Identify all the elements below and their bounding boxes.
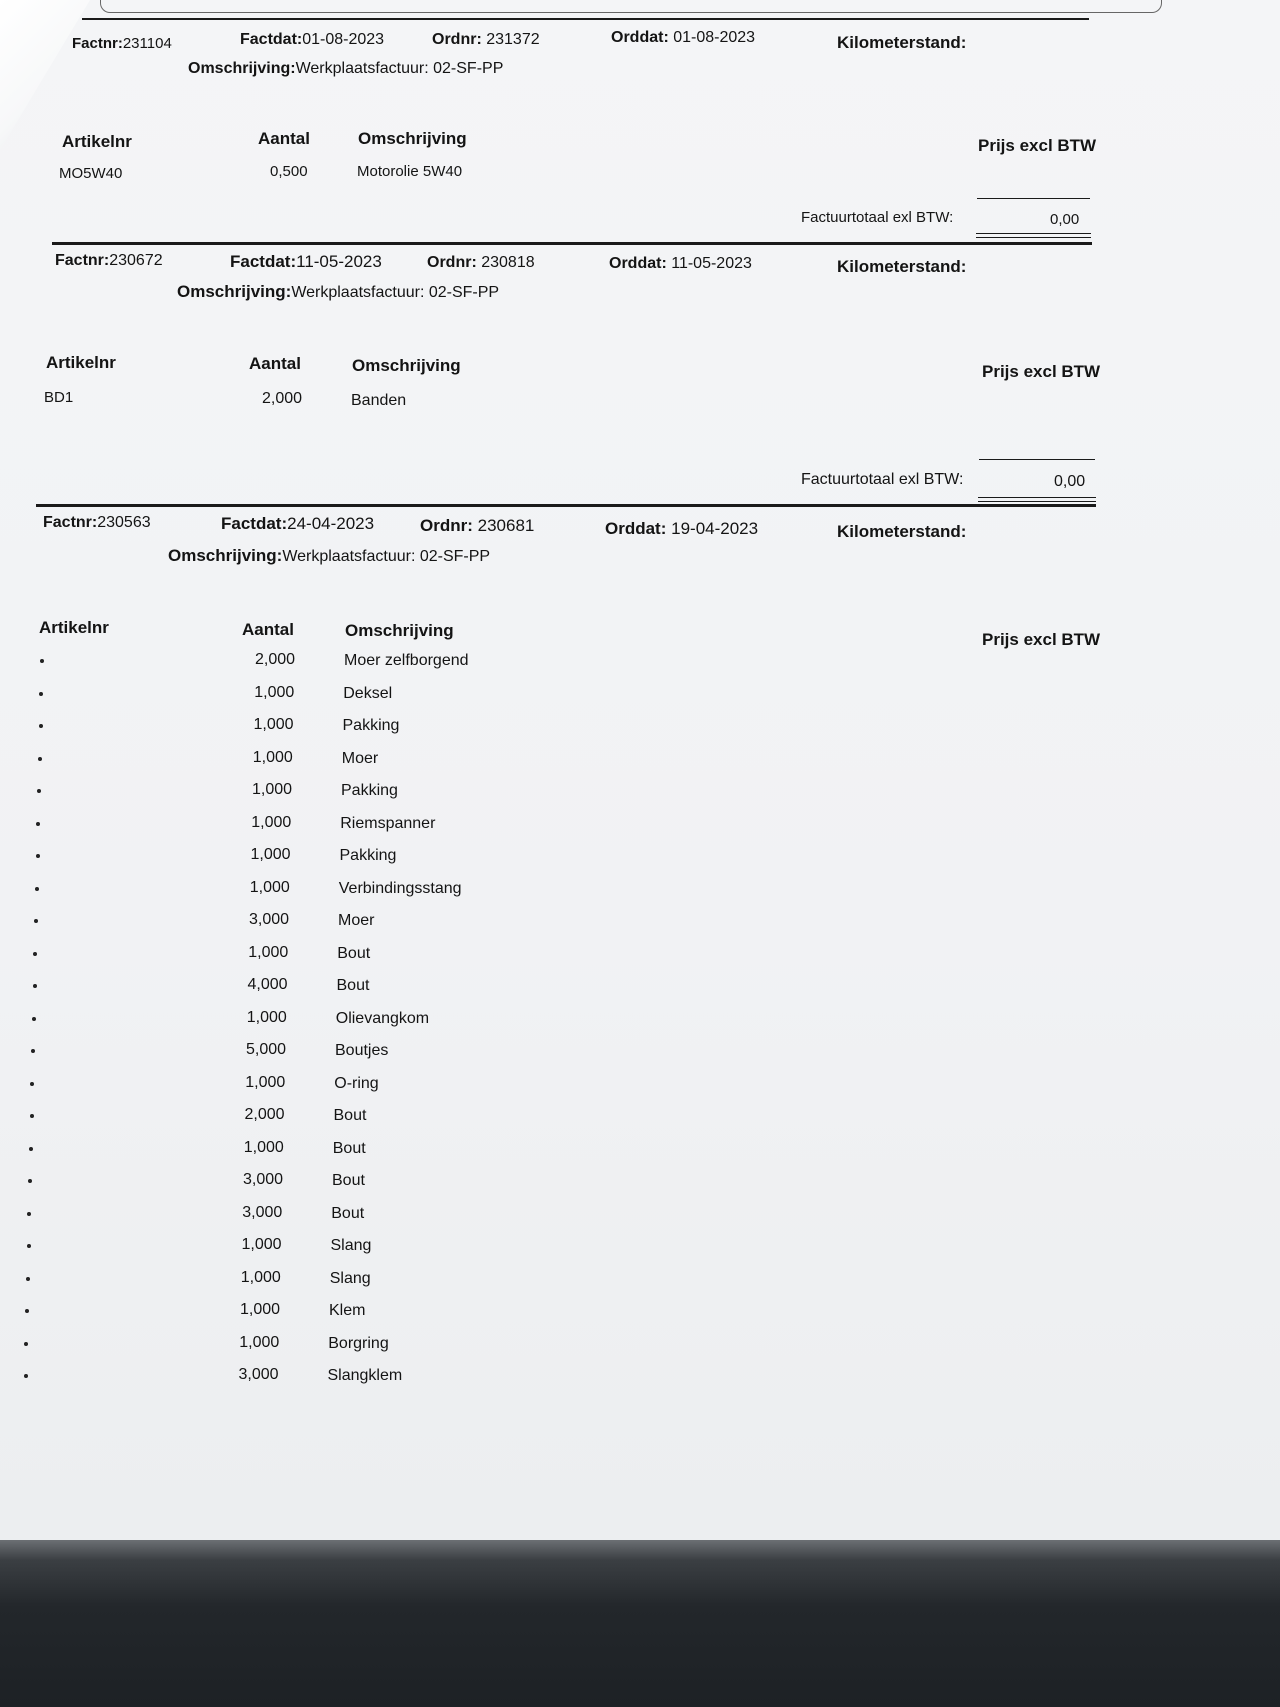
invoice-2-total-label: Factuurtotaal exl BTW: xyxy=(801,471,964,488)
invoice-3-top-rule xyxy=(36,504,1096,507)
invoice-3-item-artikelnr-dot xyxy=(28,1179,32,1183)
invoice-3-item-aantal: 1,000 xyxy=(239,1333,280,1351)
invoice-3-item-omschrijving: Bout xyxy=(333,1107,367,1124)
invoice-3-item-artikelnr-dot xyxy=(30,1114,34,1118)
invoice-3-item-aantal: 4,000 xyxy=(247,976,288,993)
invoice-2-item-omschrijving: Banden xyxy=(351,392,407,409)
invoice-3-item-omschrijving: Slangklem xyxy=(327,1367,403,1384)
invoice-3-item-omschrijving: Pakking xyxy=(342,717,400,734)
page-top-edge xyxy=(100,0,1162,13)
invoice-3-item-aantal: 3,000 xyxy=(238,1366,279,1383)
invoice-3-col-prijs: Prijs excl BTW xyxy=(982,630,1101,649)
invoice-1-col-prijs: Prijs excl BTW xyxy=(978,136,1097,155)
invoice-3-item-omschrijving: Bout xyxy=(332,1139,366,1157)
invoice-3-item-artikelnr-dot xyxy=(39,724,43,728)
invoice-1-item-artikelnr: MO5W40 xyxy=(59,165,123,182)
invoice-3-item-aantal: 2,000 xyxy=(244,1106,285,1123)
invoice-3-ordnr: Ordnr: 230681 xyxy=(420,516,535,535)
invoice-3-item-omschrijving: Klem xyxy=(329,1302,366,1319)
invoice-1-col-aantal: Aantal xyxy=(258,129,310,148)
invoice-1-col-omschrijving: Omschrijving xyxy=(358,129,467,148)
invoice-3-col-omschrijving: Omschrijving xyxy=(345,621,454,640)
invoice-3-col-artikelnr: Artikelnr xyxy=(39,618,109,637)
invoice-1-kilometerstand: Kilometerstand: xyxy=(837,33,967,52)
invoice-3-item-artikelnr-dot xyxy=(24,1342,28,1346)
invoice-3-item-omschrijving: Olievangkom xyxy=(335,1009,430,1027)
invoice-1-orddat: Orddat: 01-08-2023 xyxy=(611,29,756,46)
invoice-2-total: 0,00 xyxy=(1054,473,1086,490)
invoice-1-ordnr: Ordnr: 231372 xyxy=(432,31,540,48)
invoice-1-item-aantal: 0,500 xyxy=(270,163,308,180)
invoice-3-item-aantal: 1,000 xyxy=(241,1236,282,1253)
invoice-3-item-omschrijving: Verbindingsstang xyxy=(338,879,462,897)
invoice-3-item-artikelnr-dot xyxy=(24,1374,28,1378)
invoice-3-item-artikelnr-dot xyxy=(35,887,39,891)
invoice-2-omschrijving: Omschrijving:Werkplaatsfactuur: 02-SF-PP xyxy=(177,282,500,301)
invoice-2-col-omschrijving: Omschrijving xyxy=(352,356,461,375)
invoice-3-item-artikelnr-dot xyxy=(27,1244,31,1248)
invoice-3-item-artikelnr-dot xyxy=(25,1309,29,1313)
invoice-3-item-aantal: 3,000 xyxy=(249,911,290,928)
invoice-2-kilometerstand: Kilometerstand: xyxy=(837,257,967,276)
invoice-2-item-artikelnr: BD1 xyxy=(44,389,74,406)
invoice-3-item-omschrijving: Bout xyxy=(337,944,371,962)
invoice-3-factnr: Factnr:230563 xyxy=(43,514,151,531)
invoice-3-item-aantal: 3,000 xyxy=(242,1203,283,1221)
invoice-3-item-artikelnr-dot xyxy=(26,1277,30,1281)
invoice-3-item-aantal: 5,000 xyxy=(246,1041,287,1058)
invoice-2-orddat: Orddat: 11-05-2023 xyxy=(609,255,752,272)
invoice-3-item-artikelnr-dot xyxy=(40,659,44,663)
invoice-3-item-omschrijving: Bout xyxy=(336,977,370,994)
invoice-3-factdat: Factdat:24-04-2023 xyxy=(221,514,375,533)
invoice-2-item-aantal: 2,000 xyxy=(262,390,303,407)
invoice-3-item-aantal: 1,000 xyxy=(248,943,289,961)
invoice-3-omschrijving: Omschrijving:Werkplaatsfactuur: 02-SF-PP xyxy=(168,546,491,565)
invoice-2-col-aantal: Aantal xyxy=(249,354,301,373)
invoice-3-item-artikelnr-dot xyxy=(36,854,40,858)
invoice-3-kilometerstand: Kilometerstand: xyxy=(837,522,967,541)
invoice-3-item-aantal: 1,000 xyxy=(243,1138,284,1156)
invoice-1-total-double-rule-b xyxy=(976,237,1091,238)
invoice-2-col-artikelnr: Artikelnr xyxy=(46,353,116,372)
invoice-3-item-artikelnr-dot xyxy=(27,1212,31,1216)
invoice-3-item-artikelnr-dot xyxy=(39,692,43,696)
invoice-1-item-omschrijving: Motorolie 5W40 xyxy=(357,163,463,180)
invoice-1-factdat: Factdat:01-08-2023 xyxy=(240,31,385,48)
invoice-3-item-aantal: 1,000 xyxy=(253,716,294,733)
invoice-3-item-aantal: 1,000 xyxy=(245,1073,286,1091)
invoice-1-sum-rule xyxy=(977,198,1090,199)
invoice-3-item-artikelnr-dot xyxy=(29,1147,33,1151)
invoice-3-item-aantal: 1,000 xyxy=(249,878,290,896)
invoice-1-omschrijving: Omschrijving:Werkplaatsfactuur: 02-SF-PP xyxy=(188,60,504,77)
invoice-2-total-double-rule-a xyxy=(978,497,1096,498)
invoice-3-item-aantal: 1,000 xyxy=(246,1008,287,1026)
invoice-3-item-omschrijving: Riemspanner xyxy=(340,814,436,832)
invoice-3-item-omschrijving: O-ring xyxy=(334,1074,379,1092)
invoice-1-total: 0,00 xyxy=(1050,211,1080,228)
invoice-3-item-omschrijving: Pakking xyxy=(339,847,397,864)
invoice-3-item-omschrijving: Pakking xyxy=(341,782,398,799)
invoice-3-orddat: Orddat: 19-04-2023 xyxy=(605,519,759,538)
invoice-3-item-artikelnr-dot xyxy=(33,984,37,988)
invoice-1-total-label: Factuurtotaal exl BTW: xyxy=(801,209,954,226)
invoice-1-col-artikelnr: Artikelnr xyxy=(62,132,132,151)
invoice-3-item-aantal: 1,000 xyxy=(254,683,295,701)
invoice-3-item-aantal: 1,000 xyxy=(250,846,291,863)
invoice-3-item-aantal: 1,000 xyxy=(252,781,293,798)
invoice-3-item-artikelnr-dot xyxy=(37,789,41,793)
invoice-3-item-omschrijving: Slang xyxy=(329,1269,371,1287)
invoice-1-total-double-rule-a xyxy=(976,233,1091,234)
invoice-2-ordnr: Ordnr: 230818 xyxy=(427,254,535,271)
invoice-3-item-omschrijving: Deksel xyxy=(343,684,393,702)
invoice-3-item-aantal: 1,000 xyxy=(240,1301,281,1318)
invoice-3-item-omschrijving: Moer zelfborgend xyxy=(344,652,469,669)
invoice-3-item-artikelnr-dot xyxy=(31,1049,35,1053)
invoice-3-item-aantal: 1,000 xyxy=(252,748,293,766)
invoice-3-item-artikelnr-dot xyxy=(38,757,42,761)
invoice-3-item-omschrijving: Boutjes xyxy=(335,1042,389,1059)
invoice-3-item-artikelnr-dot xyxy=(36,822,40,826)
invoice-1-top-rule xyxy=(82,18,1089,20)
invoice-3-item-aantal: 3,000 xyxy=(243,1171,284,1188)
invoice-3-item-artikelnr-dot xyxy=(33,952,37,956)
invoice-2-col-prijs: Prijs excl BTW xyxy=(982,362,1101,381)
invoice-3-item-aantal: 1,000 xyxy=(251,813,292,831)
invoice-1-factnr: Factnr:231104 xyxy=(72,35,172,52)
invoice-3-item-artikelnr-dot xyxy=(32,1017,36,1021)
invoice-3-item-omschrijving: Bout xyxy=(332,1172,365,1189)
invoice-3-col-aantal: Aantal xyxy=(242,620,294,639)
invoice-2-factdat: Factdat:11-05-2023 xyxy=(230,252,382,271)
table-surface xyxy=(0,1540,1280,1707)
invoice-3-item-aantal: 2,000 xyxy=(255,651,296,668)
invoice-3-item-omschrijving: Moer xyxy=(338,912,375,929)
invoice-3-item-artikelnr-dot xyxy=(34,919,38,923)
invoice-2-sum-rule xyxy=(979,459,1095,460)
invoice-2-total-double-rule-b xyxy=(978,501,1096,502)
invoice-3-item-aantal: 1,000 xyxy=(240,1268,281,1286)
invoice-3-item-omschrijving: Moer xyxy=(341,749,379,767)
invoice-2-top-rule xyxy=(52,242,1092,245)
invoice-3-item-artikelnr-dot xyxy=(30,1082,34,1086)
invoice-3-item-omschrijving: Bout xyxy=(331,1204,365,1222)
invoice-3-item-omschrijving: Slang xyxy=(330,1237,372,1254)
invoice-3-item-omschrijving: Borgring xyxy=(328,1334,389,1352)
invoice-2-factnr: Factnr:230672 xyxy=(55,252,163,269)
